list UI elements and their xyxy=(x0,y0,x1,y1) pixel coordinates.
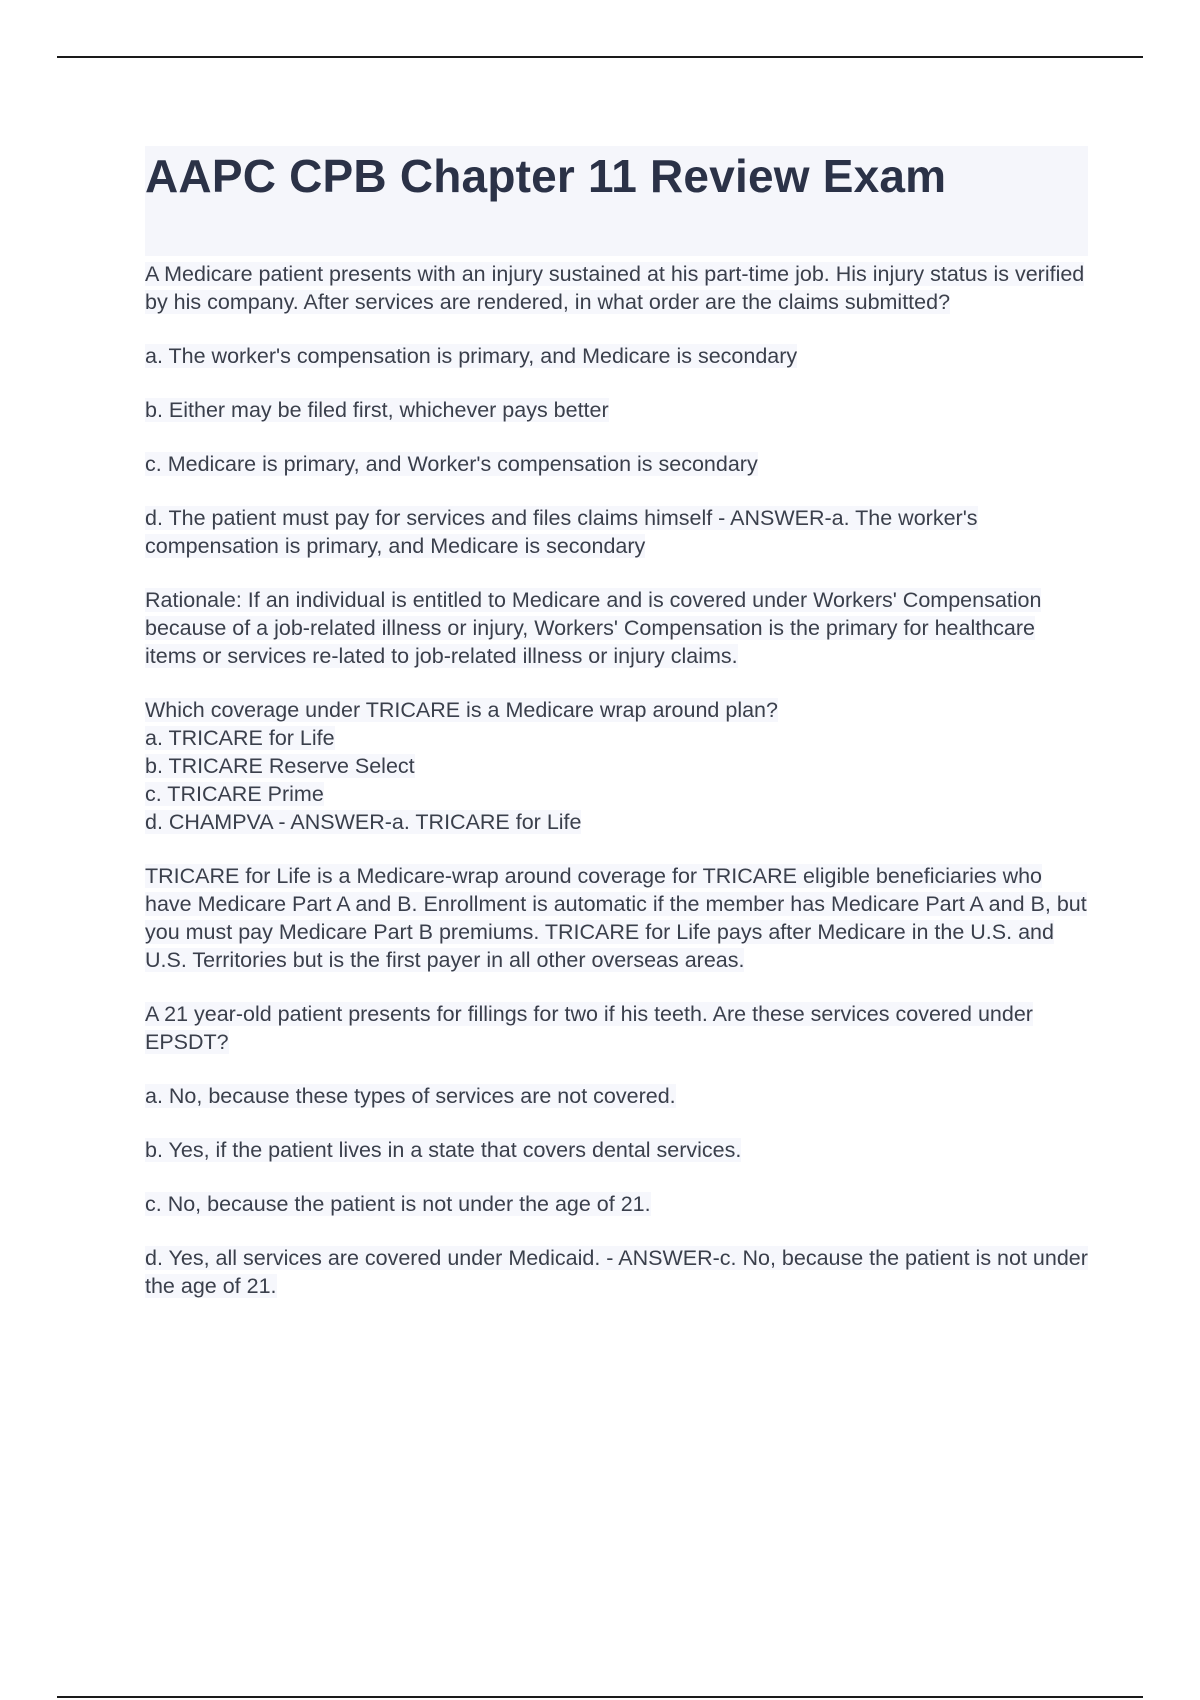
q3-option-c xyxy=(145,1190,1088,1218)
q1-question xyxy=(145,260,1088,316)
q2-option-c xyxy=(145,780,1088,808)
q1-option-c xyxy=(145,450,1088,478)
q3-question xyxy=(145,1000,1088,1056)
q2-option-a-text: a. TRICARE for Life xyxy=(145,726,335,750)
q3-option-b-text: b. Yes, if the patient lives in a state that covers dental services. xyxy=(145,1138,742,1162)
q2-rationale xyxy=(145,862,1088,974)
q2-option-a xyxy=(145,724,1088,752)
q1-option-b xyxy=(145,396,1088,424)
q1-rationale-text: Rationale: If an individual is entitled to Medicare and is covered under Workers' Compensation because of a job-related illness or injury, Workers' Compensation is the primary for healthcare items or services re-lated to job-related illness or injury claims. xyxy=(145,588,1042,668)
q2-option-d-answer xyxy=(145,808,1088,836)
document-body xyxy=(145,146,1088,1300)
q3-question-text: A 21 year-old patient presents for fillings for two if his teeth. Are these services covered under EPSDT? xyxy=(145,1002,1033,1054)
q3-option-c-text: c. No, because the patient is not under the age of 21. xyxy=(145,1192,651,1216)
title-block xyxy=(145,146,1088,256)
q2-option-b xyxy=(145,752,1088,780)
q1-option-c-text: c. Medicare is primary, and Worker's compensation is secondary xyxy=(145,452,758,476)
q1-option-a-text: a. The worker's compensation is primary, and Medicare is secondary xyxy=(145,344,798,368)
q3-option-b xyxy=(145,1136,1088,1164)
q3-option-d-answer xyxy=(145,1244,1088,1300)
q1-option-d-answer xyxy=(145,504,1088,560)
q1-question-text: A Medicare patient presents with an injury sustained at his part-time job. His injury status is verified by his company. After services are rendered, in what order are the claims submitted? xyxy=(145,262,1085,314)
q2-question xyxy=(145,696,1088,724)
q1-option-d-answer-text: d. The patient must pay for services and files claims himself - ANSWER-a. The worker's compensation is primary, and Medicare is secondary xyxy=(145,506,978,558)
q1-option-b-text: b. Either may be filed first, whichever pays better xyxy=(145,398,609,422)
q2-options xyxy=(145,724,1088,836)
q2-option-d-answer-text: d. CHAMPVA - ANSWER-a. TRICARE for Life xyxy=(145,810,582,834)
q3-option-a xyxy=(145,1082,1088,1110)
q2-option-c-text: c. TRICARE Prime xyxy=(145,782,324,806)
q2-option-b-text: b. TRICARE Reserve Select xyxy=(145,754,415,778)
q3-option-d-answer-text: d. Yes, all services are covered under Medicaid. - ANSWER-c. No, because the patient is not under the age of 21. xyxy=(145,1246,1088,1298)
document-title: AAPC CPB Chapter 11 Review Exam xyxy=(145,150,947,202)
q2-rationale-text: TRICARE for Life is a Medicare-wrap around coverage for TRICARE eligible beneficiaries who have Medicare Part A and B. Enrollment is automatic if the member has Medicare Part A and B, but you must pay Medicare Part B premiums. TRICARE for Life pays after Medicare in the U.S. and U.S. Territories but is the first payer in all other overseas areas. xyxy=(145,864,1087,972)
top-divider xyxy=(57,56,1143,58)
q3-option-a-text: a. No, because these types of services are not covered. xyxy=(145,1084,676,1108)
bottom-divider xyxy=(57,1696,1143,1698)
q1-option-a xyxy=(145,342,1088,370)
q2-question-text: Which coverage under TRICARE is a Medicare wrap around plan? xyxy=(145,698,778,722)
q1-rationale xyxy=(145,586,1088,670)
